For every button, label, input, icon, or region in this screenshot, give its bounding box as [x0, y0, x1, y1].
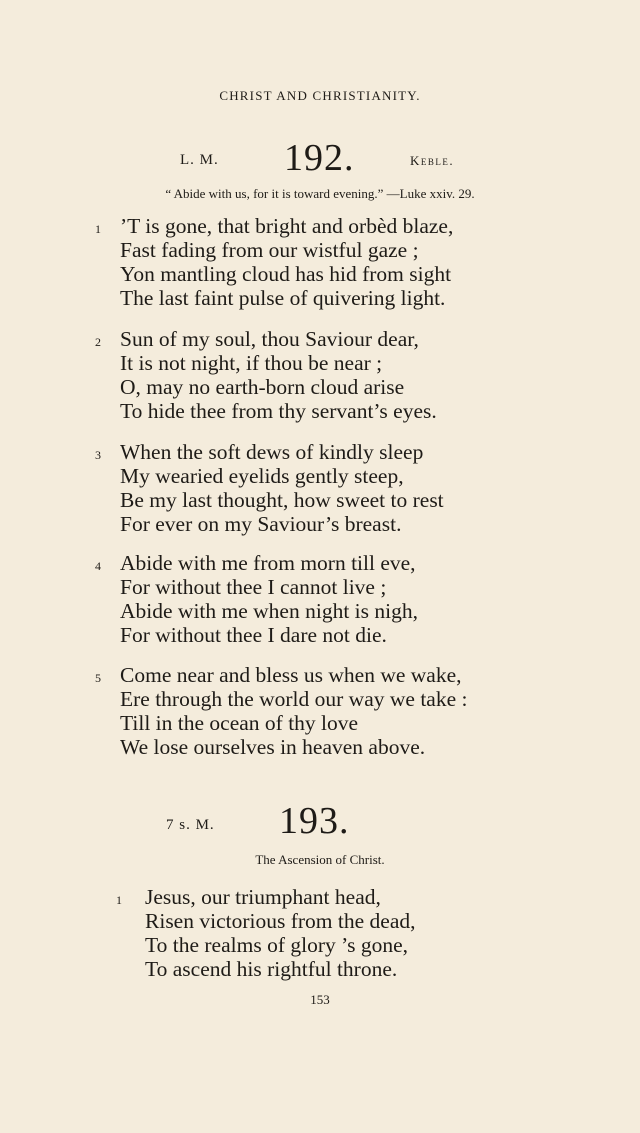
verse-line: To the realms of glory ’s gone,	[145, 933, 409, 957]
hymn-193-number: 193.	[279, 800, 350, 842]
hymn-192-author: Keble.	[410, 153, 455, 168]
verse-line: Come near and bless us when we wake,	[120, 663, 462, 687]
verse-line: Ere through the world our way we take :	[120, 687, 468, 711]
running-head: CHRIST AND CHRISTIANITY.	[219, 88, 421, 103]
stanza-number: 5	[95, 671, 101, 685]
verse-line: Abide with me from morn till eve,	[120, 551, 416, 575]
verse-line: Be my last thought, how sweet to rest	[120, 488, 444, 512]
stanza-number: 1	[116, 893, 122, 907]
hymn-192-number: 192.	[284, 137, 355, 179]
verse-line: Risen victorious from the dead,	[145, 909, 416, 933]
page-number: 153	[310, 992, 330, 1007]
verse-line: Till in the ocean of thy love	[120, 711, 359, 735]
verse-line: Jesus, our triumphant head,	[145, 885, 381, 909]
stanza-number: 1	[95, 222, 101, 236]
verse-line: When the soft dews of kindly sleep	[120, 440, 424, 464]
verse-line: O, may no earth-born cloud arise	[120, 375, 405, 399]
stanza-number: 2	[95, 335, 101, 349]
hymn-192-meter: L. M.	[180, 152, 219, 168]
verse-line: ’T is gone, that bright and orbèd blaze,	[120, 214, 454, 238]
stanza-number: 3	[95, 448, 101, 462]
hymn-193-header	[0, 802, 640, 842]
verse-line: For without thee I cannot live ;	[120, 575, 387, 599]
verse-line: To ascend his rightful throne.	[145, 957, 398, 981]
verse-line: We lose ourselves in heaven above.	[120, 735, 426, 759]
hymn-192-epigraph: “ Abide with us, for it is toward evening.” —Luke xxiv. 29.	[165, 186, 475, 201]
verse-line: My wearied eyelids gently steep,	[120, 464, 404, 488]
verse-line: Fast fading from our wistful gaze ;	[120, 238, 419, 262]
verse-line: Sun of my soul, thou Saviour dear,	[120, 327, 419, 351]
verse-line: Abide with me when night is nigh,	[120, 599, 418, 623]
verse-line: For ever on my Saviour’s breast.	[120, 512, 402, 536]
stanza-number: 4	[95, 559, 101, 573]
verse-line: The last faint pulse of quivering light.	[120, 286, 446, 310]
verse-line: To hide thee from thy servant’s eyes.	[120, 399, 437, 423]
verse-line: Yon mantling cloud has hid from sight	[120, 262, 452, 286]
verse-line: It is not night, if thou be near ;	[120, 351, 383, 375]
verse-line: For without thee I dare not die.	[120, 623, 387, 647]
hymn-193-title: The Ascension of Christ.	[255, 852, 385, 867]
hymn-192-header	[0, 137, 640, 180]
hymn-193-meter: 7 s. M.	[166, 817, 215, 833]
